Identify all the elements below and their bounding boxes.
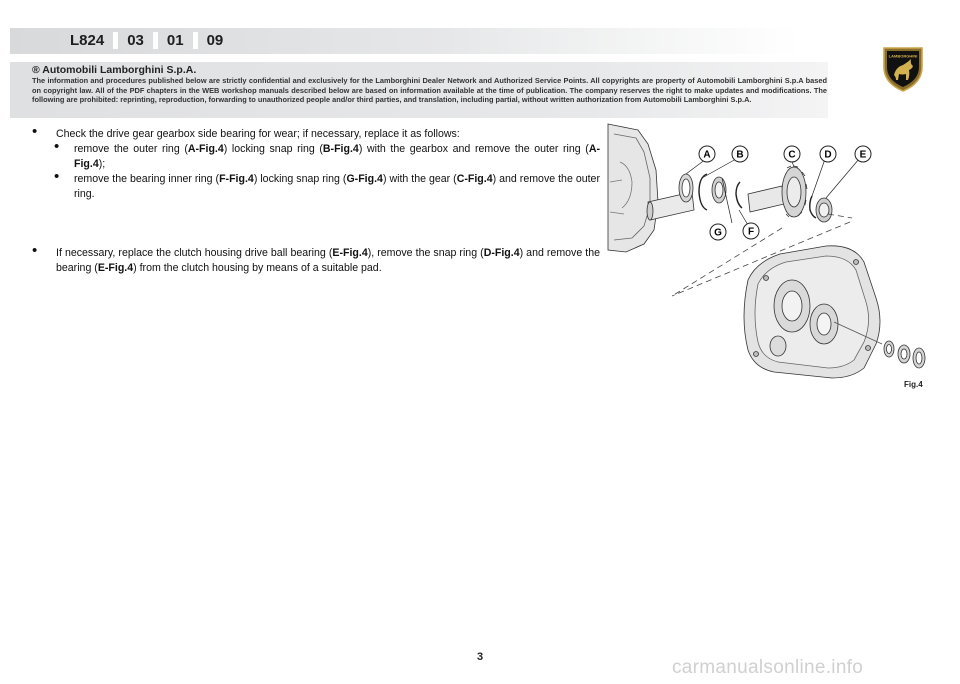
callout-f: F: [747, 226, 755, 238]
instruction-bullet-1: • Check the drive gear gearbox side bearing for wear; if necessary, replace it as follows:: [32, 127, 600, 142]
figure-reference: F-Fig.4: [219, 173, 254, 185]
figure-reference: E-Fig.4: [332, 247, 368, 259]
code-separator: [193, 32, 198, 49]
document-code: [70, 32, 223, 49]
instruction-step-1: • remove the outer ring (A-Fig.4) locking snap ring (B-Fig.4) with the gearbox and remove the outer ring (A-Fig.4);: [32, 142, 600, 172]
figure-reference: A-Fig.4: [74, 143, 600, 170]
callout-a: A: [703, 149, 711, 161]
callout-g: G: [714, 227, 722, 239]
figure-reference: A-Fig.4: [187, 143, 224, 155]
code-subgroup: 01: [166, 32, 184, 49]
notice-title: ® Automobili Lamborghini S.p.A.: [32, 64, 197, 76]
figure-reference: E-Fig.4: [97, 262, 134, 274]
logo-text: LAMBORGHINI: [888, 53, 918, 59]
instructions: [32, 127, 600, 276]
callout-c: C: [788, 149, 796, 161]
code-sheet: 09: [206, 32, 224, 49]
callout-e: E: [859, 149, 867, 161]
figure-reference: B-Fig.4: [322, 143, 359, 155]
exploded-view-figure: [606, 122, 936, 380]
code-group: 03: [127, 32, 144, 49]
lamborghini-logo-icon: [880, 45, 926, 93]
figure-reference: C-Fig.4: [456, 173, 493, 185]
copyright-notice: [10, 62, 828, 118]
notice-text: The information and procedures published below are strictly confidential and exclusively for the Lamborghini Dealer Network and Authorized Service Points. All copyrights are property of Automobili Lamborghini S.p.A based on copyright law. All of the PDF chapters in the WEB workshop manuals described below are based on information available at the time of publication. The company reserves the right to make updates and modifications. The following are prohibited: reprinting, reproduction, forwarding to unauthorized people and/or third parties, and translation, including partial, without written authorization from Automobili Lamborghini S.p.A.: [32, 76, 827, 105]
figure-reference: G-Fig.4: [346, 173, 383, 185]
code-separator: [153, 32, 158, 49]
callout-b: B: [736, 149, 744, 161]
code-separator: [113, 32, 118, 49]
watermark: carmanualsonline.info: [672, 657, 864, 678]
figure-caption: Fig.4: [904, 380, 923, 389]
callout-d: D: [824, 149, 832, 161]
instruction-bullet-2: • If necessary, replace the clutch housing drive ball bearing (E-Fig.4), remove the snap ring (D-Fig.4) and remove the bearing (E-Fig.4) from the clutch housing by means of a suitable pad.: [32, 246, 600, 276]
code-model: L824: [70, 32, 105, 49]
page-number: 3: [476, 651, 484, 663]
figure-reference: D-Fig.4: [483, 247, 520, 259]
instruction-step-2: • remove the bearing inner ring (F-Fig.4) locking snap ring (G-Fig.4) with the gear (C-Fig.4) and remove the outer ring.: [32, 172, 600, 202]
